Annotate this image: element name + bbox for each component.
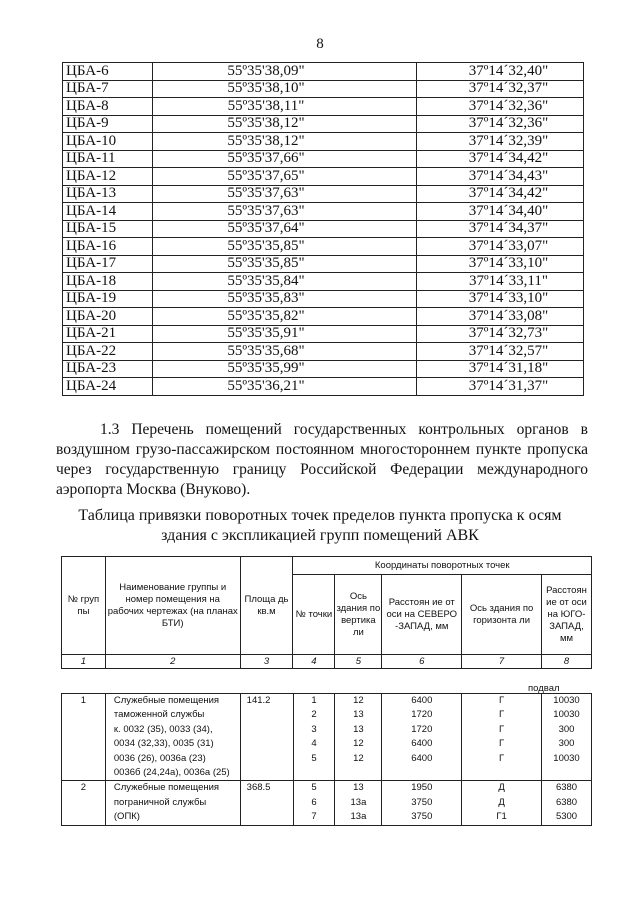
point-name: ЦБА-6 [63, 63, 153, 81]
sw-distance-line: 6380 [555, 796, 578, 808]
horizontal-axis-line: Г [499, 709, 505, 721]
sw-distance-line: 10030 [553, 709, 580, 721]
point-num-line: 5 [311, 752, 317, 764]
table-title-line-1: Таблица привязки поворотных точек пределов пункта пропуска к осям [78, 507, 562, 524]
vertical-axis-line: 12 [353, 738, 364, 750]
vertical-axis-line: 13 [353, 723, 364, 735]
group-name-line: таможенной службы [113, 709, 205, 721]
horizontal-axis-line: Г [499, 738, 505, 750]
longitude: 37º14´32,57" [417, 343, 584, 361]
coords-row [63, 115, 584, 133]
nw-distance-line: 1950 [411, 782, 433, 794]
nw-distance-line: 6400 [411, 738, 433, 750]
group-name-line: 0036б (24,24а), 0036а (25) [113, 766, 230, 778]
point-name: ЦБА-23 [63, 360, 153, 378]
sw-distance-line: 10030 [553, 695, 580, 706]
vertical-axis-line: 13 [353, 782, 364, 794]
coords-row [63, 220, 584, 238]
point-name: ЦБА-24 [63, 378, 153, 396]
latitude: 55º35'35,82" [153, 308, 417, 326]
nw-distance-line: 6400 [411, 752, 433, 764]
point-name: ЦБА-12 [63, 168, 153, 186]
horizontal-axis-line: Г [499, 695, 505, 706]
group-name-line: 0034 (32,33), 0035 (31) [113, 738, 214, 750]
col-num: 1 [62, 655, 106, 669]
coords-row [63, 290, 584, 308]
horizontal-axis-line: Г [499, 723, 505, 735]
coords-row [63, 185, 584, 203]
point-num [293, 781, 335, 825]
point-num-line: 5 [311, 782, 317, 794]
group-num-line: 1 [80, 695, 87, 706]
nw-distance-line: 3750 [411, 811, 433, 823]
coords-row [63, 238, 584, 256]
latitude: 55º35'35,84" [153, 273, 417, 291]
latitude: 55º35'37,63" [153, 185, 417, 203]
point-num-line: 3 [311, 723, 317, 735]
coords-row [63, 273, 584, 291]
sw-distance-line: 300 [558, 738, 575, 750]
coords-row [63, 63, 584, 81]
col-num: 6 [382, 655, 462, 669]
sw-distance-line: 10030 [553, 752, 580, 764]
group-name-line: 0036 (26), 0036а (23) [113, 752, 206, 764]
coordinates-table [62, 62, 584, 396]
longitude: 37º14´33,07" [417, 238, 584, 256]
header-vertical-axis: Ось здания по вертика ли [335, 575, 382, 655]
point-name: ЦБА-10 [63, 133, 153, 151]
avk-table-header [61, 556, 592, 669]
point-name: ЦБА-19 [63, 290, 153, 308]
col-num: 4 [293, 655, 335, 669]
header-point-num: № точки [293, 575, 335, 655]
sw-distance-line: 6380 [555, 782, 578, 794]
horizontal-axis-line: Д [498, 782, 505, 794]
coords-row [63, 255, 584, 273]
header-group-num: № груп пы [62, 557, 106, 655]
horizontal-axis [462, 781, 542, 825]
coords-row [63, 308, 584, 326]
nw-distance-line: 6400 [411, 695, 433, 706]
paragraph-text: 1.3 Перечень помещений государственных контрольных органов в воздушном грузо-пассажирском постоянном многостороннем пункте пропуска через государственную границу Российской Федерации международного аэропорта Москва (Внуково). [56, 421, 588, 498]
nw-distance-line: 3750 [411, 796, 433, 808]
section-paragraph [56, 420, 588, 500]
col-num: 7 [462, 655, 542, 669]
point-name: ЦБА-7 [63, 80, 153, 98]
longitude: 37º14´34,42" [417, 150, 584, 168]
col-num: 8 [541, 655, 591, 669]
table-title [56, 506, 584, 546]
point-name: ЦБА-22 [63, 343, 153, 361]
latitude: 55º35'38,10" [153, 80, 417, 98]
col-num: 2 [105, 655, 240, 669]
point-name: ЦБА-8 [63, 98, 153, 116]
header-nw-distance: Расстоян ие от оси на СЕВЕРО -ЗАПАД, мм [382, 575, 462, 655]
group-num [62, 781, 106, 825]
point-name: ЦБА-17 [63, 255, 153, 273]
point-num-line: 1 [311, 695, 317, 706]
point-name: ЦБА-18 [63, 273, 153, 291]
vertical-axis-line: 13а [350, 811, 367, 823]
horizontal-axis-line: Д [498, 796, 505, 808]
point-name: ЦБА-13 [63, 185, 153, 203]
group-name-line: Служебные помещения [113, 782, 220, 794]
coords-row [63, 325, 584, 343]
group-name-line: Служебные помещения [113, 695, 220, 706]
col-num: 5 [335, 655, 382, 669]
horizontal-axis [462, 694, 542, 781]
latitude: 55º35'37,63" [153, 203, 417, 221]
latitude: 55º35'38,11" [153, 98, 417, 116]
point-num-line: 4 [311, 738, 317, 750]
group-area [240, 694, 293, 781]
coords-row [63, 150, 584, 168]
longitude: 37º14´34,40" [417, 203, 584, 221]
latitude: 55º35'35,85" [153, 255, 417, 273]
longitude: 37º14´34,42" [417, 185, 584, 203]
longitude: 37º14´31,18" [417, 360, 584, 378]
latitude: 55º35'37,65" [153, 168, 417, 186]
vertical-axis-line: 12 [353, 695, 364, 706]
page-number: 8 [316, 36, 324, 52]
vertical-axis-line: 13а [350, 796, 367, 808]
nw-distance-line: 1720 [411, 709, 433, 721]
section-label: подвал [528, 683, 560, 694]
header-area: Площа дь кв.м [240, 557, 293, 655]
latitude: 55º35'37,64" [153, 220, 417, 238]
latitude: 55º35'35,91" [153, 325, 417, 343]
coords-row [63, 343, 584, 361]
point-num-line: 6 [311, 796, 317, 808]
vertical-axis [335, 694, 382, 781]
group-area-line: 141.2 [246, 695, 271, 706]
point-name: ЦБА-15 [63, 220, 153, 238]
longitude: 37º14´33,10" [417, 290, 584, 308]
longitude: 37º14´32,39" [417, 133, 584, 151]
latitude: 55º35'35,99" [153, 360, 417, 378]
group-name [105, 781, 240, 825]
coords-row [63, 168, 584, 186]
sw-distance [542, 781, 592, 825]
vertical-axis-line: 13 [353, 709, 364, 721]
horizontal-axis-line: Г [499, 752, 505, 764]
coords-row [63, 378, 584, 396]
group-num-line: 2 [80, 782, 87, 794]
longitude: 37º14´33,08" [417, 308, 584, 326]
longitude: 37º14´32,73" [417, 325, 584, 343]
point-name: ЦБА-14 [63, 203, 153, 221]
horizontal-axis-line: Г1 [496, 811, 507, 823]
sw-distance-line: 5300 [555, 811, 578, 823]
nw-distance-line: 1720 [411, 723, 433, 735]
latitude: 55º35'35,85" [153, 238, 417, 256]
header-sw-distance: Расстоян ие от оси на ЮГО-ЗАПАД, мм [541, 575, 591, 655]
group-name-line: (ОПК) [113, 811, 140, 823]
vertical-axis [335, 781, 382, 825]
longitude: 37º14´32,40" [417, 63, 584, 81]
vertical-axis-line: 12 [353, 752, 364, 764]
latitude: 55º35'38,12" [153, 115, 417, 133]
longitude: 37º14´32,37" [417, 80, 584, 98]
group-row [62, 694, 592, 781]
latitude: 55º35'37,66" [153, 150, 417, 168]
group-row [62, 781, 592, 825]
latitude: 55º35'38,12" [153, 133, 417, 151]
col-num: 3 [240, 655, 293, 669]
table-title-line-2: здания с экспликацией групп помещений АВК [161, 527, 479, 544]
group-area-line: 368.5 [246, 782, 271, 794]
longitude: 37º14´34,37" [417, 220, 584, 238]
sw-distance-line: 300 [558, 723, 575, 735]
point-name: ЦБА-20 [63, 308, 153, 326]
point-name: ЦБА-16 [63, 238, 153, 256]
longitude: 37º14´31,37" [417, 378, 584, 396]
sw-distance [542, 694, 592, 781]
nw-distance [382, 694, 462, 781]
point-num [293, 694, 335, 781]
longitude: 37º14´32,36" [417, 115, 584, 133]
latitude: 55º35'38,09" [153, 63, 417, 81]
longitude: 37º14´33,11" [417, 273, 584, 291]
avk-table-body [61, 693, 592, 826]
longitude: 37º14´33,10" [417, 255, 584, 273]
latitude: 55º35'35,68" [153, 343, 417, 361]
coords-row [63, 360, 584, 378]
latitude: 55º35'35,83" [153, 290, 417, 308]
header-coords-group: Координаты поворотных точек [293, 557, 592, 575]
group-name-line: пограничной службы [113, 796, 207, 808]
header-horizontal-axis: Ось здания по горизонта ли [462, 575, 542, 655]
coords-row [63, 203, 584, 221]
header-group-name: Наименование группы и номер помещения на рабочих чертежах (на планах БТИ) [105, 557, 240, 655]
point-num-line: 7 [311, 811, 317, 823]
coords-row [63, 80, 584, 98]
coords-row [63, 133, 584, 151]
point-name: ЦБА-9 [63, 115, 153, 133]
group-num [62, 694, 106, 781]
coords-row [63, 98, 584, 116]
nw-distance [382, 781, 462, 825]
point-name: ЦБА-21 [63, 325, 153, 343]
point-name: ЦБА-11 [63, 150, 153, 168]
point-num-line: 2 [311, 709, 317, 721]
longitude: 37º14´34,43" [417, 168, 584, 186]
latitude: 55º35'36,21" [153, 378, 417, 396]
group-name [105, 694, 240, 781]
longitude: 37º14´32,36" [417, 98, 584, 116]
group-area [240, 781, 293, 825]
group-name-line: к. 0032 (35), 0033 (34), [113, 723, 213, 735]
